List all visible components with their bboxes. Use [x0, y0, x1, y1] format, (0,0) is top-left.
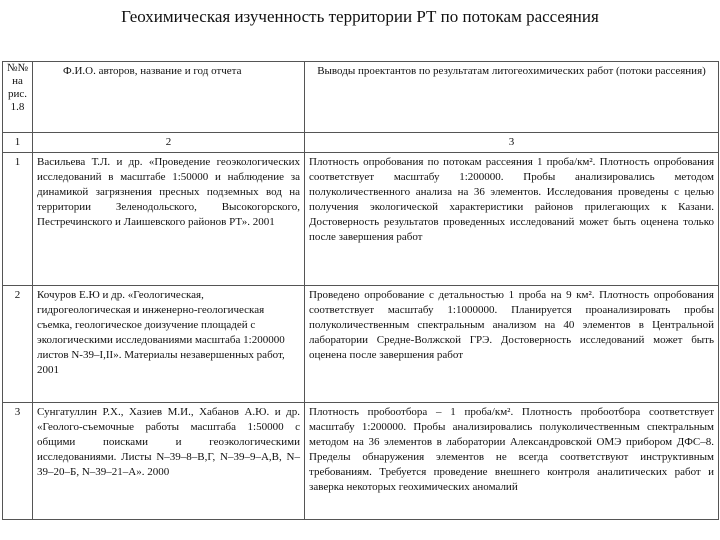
study-table	[2, 61, 719, 520]
row-author: Сунгатуллин Р.Х., Хазиев М.И., Хабанов А.Ю. и др. «Геолого-съемочные работы масштаба 1:50000 с общими поисками и геоэкологическими исследованиями. Листы N–39–8–В,Г, N–39–9–А,В, N–39–20–Б, N–39–21–А». 2000	[33, 403, 305, 520]
row-number: 1	[3, 153, 33, 286]
header-result: Выводы проектантов по результатам литогеохимических работ (потоки рассеяния)	[305, 62, 719, 133]
row-author: Кочуров Е.Ю и др. «Геологическая, гидрогеологическая и инженерно-геологическая съемка, геологическое доизучение площадей с экологическими исследованиями масштаба 1:200000 листов N-39–I,II». Материалы незавершенных работ, 2001	[33, 286, 305, 403]
row-result: Плотность опробования по потокам рассеяния 1 проба/км². Плотность опробования соответствует масштабу 1:200000. Пробы анализировались методом полуколичественного анализа на 36 элементов. Исследования проведены с целью получения экологической характеристики районов прилегающих к Казани. Достоверность результатов проведенных исследований может быть оценена только после завершения работ	[305, 153, 719, 286]
row-result: Плотность пробоотбора – 1 проба/км². Плотность пробоотбора соответствует масштабу 1:200000. Пробы анализировались полуколичественным спектральным методом на 36 элементов в лаборатории Александровской ОМЭ прибором ДФС–8. Пределы обнаружения элементов не всегда соответствуют инструктивным требованиям. Требуется проведение внешнего контроля аналитических работ и заверка некоторых геохимических аномалий	[305, 403, 719, 520]
row-number: 2	[3, 286, 33, 403]
column-index: 3	[305, 133, 719, 153]
table-row	[3, 286, 719, 403]
table-row	[3, 153, 719, 286]
row-number: 3	[3, 403, 33, 520]
page-title: Геохимическая изученность территории РТ по потокам рассеяния	[121, 7, 599, 26]
row-result: Проведено опробование с детальностью 1 проба на 9 км². Плотность опробования соответствует масштабу 1:1000000. Планируется проанализировать пробы полуколичественным спектральным анализом на 40 элементов в Центральной лаборатории Средне-Волжской ГРЭ. Достоверность исследований может быть оценена после завершения работ	[305, 286, 719, 403]
column-index: 1	[3, 133, 33, 153]
row-author: Васильева Т.Л. и др. «Проведение геоэкологических исследований в масштабе 1:50000 и наблюдение за динамикой загрязнения пресных подземных вод на территории Зеленодольского, Высокогорского, Пестречинского и Лаишевского районов РТ». 2001	[33, 153, 305, 286]
column-index: 2	[33, 133, 305, 153]
header-author: Ф.И.О. авторов, название и год отчета	[33, 62, 305, 133]
column-index-row	[3, 133, 719, 153]
table-header-row	[3, 62, 719, 133]
table-row	[3, 403, 719, 520]
header-number: №№ на рис. 1.8	[3, 62, 33, 133]
